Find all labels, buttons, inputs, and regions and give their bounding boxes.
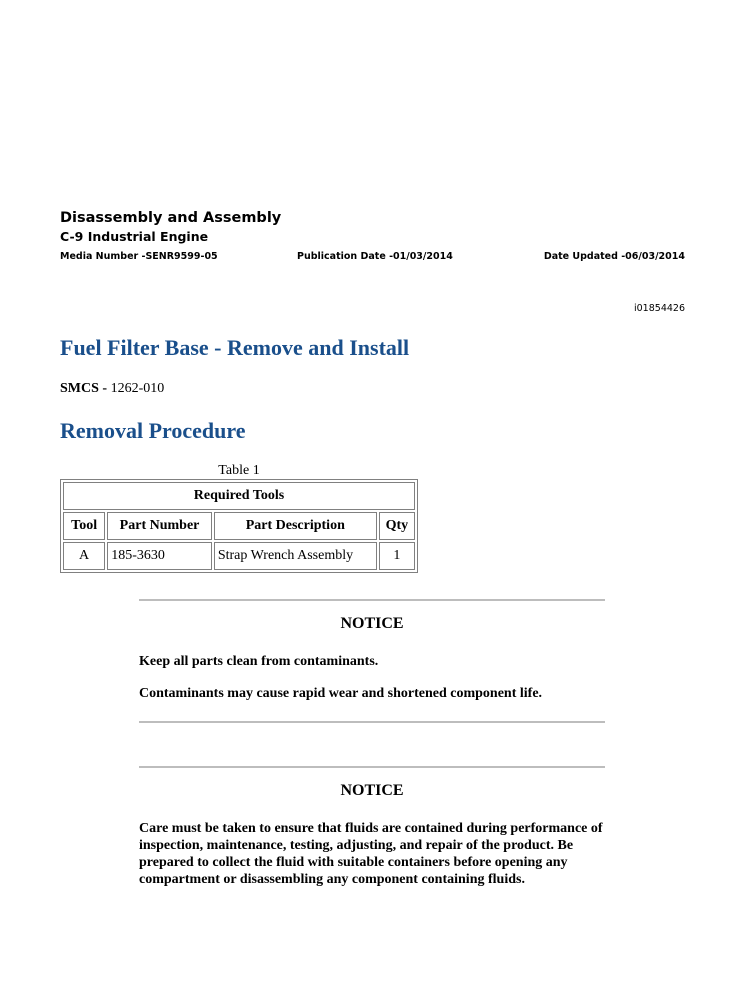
notice-box-fluids xyxy=(139,766,605,888)
page-title: Fuel Filter Base - Remove and Install xyxy=(60,335,410,360)
notice-top-rule xyxy=(139,599,605,601)
section-title: Removal Procedure xyxy=(60,418,246,443)
publication-date: Publication Date -01/03/2014 xyxy=(297,251,453,262)
media-number: Media Number -SENR9599-05 xyxy=(60,251,218,262)
column-header-part-description: Part Description xyxy=(214,512,377,540)
document-type: Disassembly and Assembly xyxy=(60,210,282,226)
notice-box-contaminants xyxy=(139,599,605,723)
notice-paragraph: Contaminants may cause rapid wear and shortened component life. xyxy=(139,686,543,701)
column-header-part-number: Part Number xyxy=(107,512,212,540)
column-header-tool: Tool xyxy=(63,512,105,540)
date-updated: Date Updated -06/03/2014 xyxy=(543,251,685,262)
engine-model: C-9 Industrial Engine xyxy=(60,229,209,244)
required-tools-table xyxy=(60,479,418,573)
notice-paragraph: Keep all parts clean from contaminants. xyxy=(139,654,379,669)
document-meta-row xyxy=(60,250,685,264)
notice-bottom-rule xyxy=(139,721,605,723)
document-header xyxy=(60,208,685,264)
cell-part-description: Strap Wrench Assembly xyxy=(214,542,377,570)
table-header-row xyxy=(63,512,415,540)
smcs-label: SMCS - xyxy=(60,381,108,396)
notice-title: NOTICE xyxy=(340,615,404,632)
notice-paragraph: Care must be taken to ensure that fluids are contained during performance of inspection, maintenance, testing, adjusting, and repair of the product. Be prepared to collect the fluid with suitable containers before opening any compartment or disassembling any component containing fluids. xyxy=(139,821,603,887)
table-row xyxy=(63,542,415,570)
smcs-code xyxy=(60,380,164,398)
document-id: i01854426 xyxy=(634,303,685,314)
cell-qty: 1 xyxy=(379,542,415,570)
column-header-qty: Qty xyxy=(379,512,415,540)
table-heading: Required Tools xyxy=(63,482,415,510)
cell-part-number: 185-3630 xyxy=(107,542,212,570)
notice-title: NOTICE xyxy=(340,782,404,799)
smcs-value: 1262-010 xyxy=(110,381,165,396)
table-caption: Table 1 xyxy=(218,463,260,478)
cell-tool: A xyxy=(63,542,105,570)
notice-top-rule xyxy=(139,766,605,768)
